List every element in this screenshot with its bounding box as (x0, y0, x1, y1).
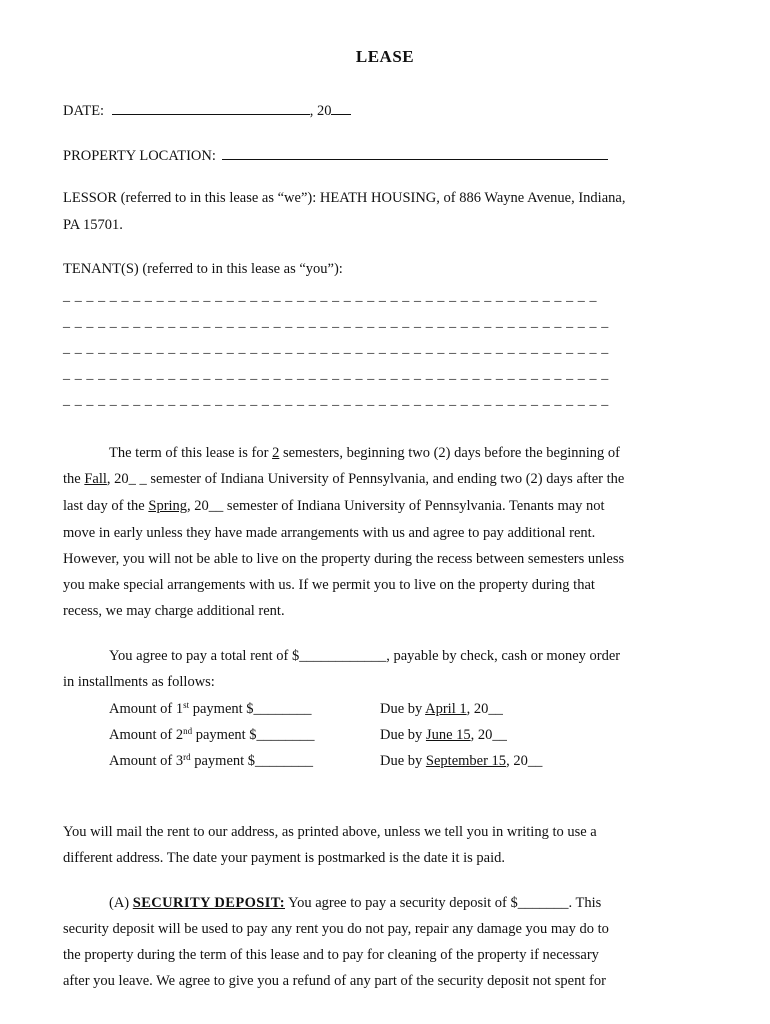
document-title: LEASE (355, 47, 415, 66)
term-text: the (63, 471, 85, 487)
term-text: semesters, beginning two (2) days before the beginning of (279, 445, 620, 461)
payment-amount-label: Amount of 2 (109, 727, 184, 743)
term-text: , 20__ semester of Indiana University of Pennsylvania. Tenants may not (187, 498, 605, 514)
due-date: April 1 (425, 701, 467, 717)
term-line-5: However, you will not be able to live on the property during the recess between semesters unless (63, 551, 625, 567)
term-spring: Spring (148, 498, 188, 514)
ordinal-suffix: st (183, 700, 190, 710)
date-blank[interactable] (112, 102, 310, 115)
term-text: last day of the (63, 498, 149, 514)
mail-line-2: different address. The date your payment is postmarked is the date it is paid. (63, 850, 506, 866)
term-line-2 (63, 472, 624, 487)
term-fall: Fall (84, 471, 107, 487)
term-semesters: 2 (272, 445, 280, 461)
tenant-blank-3[interactable]: _ _ _ _ _ _ _ _ _ _ _ _ _ _ _ _ _ _ _ _ _ _ _ _ _ _ _ _ _ _ _ _ _ _ _ _ _ _ _ _ _ _ _ _ _ _ _ (63, 341, 609, 356)
due-2 (380, 728, 507, 743)
due-year[interactable]: , 20__ (466, 701, 503, 717)
term-line-3 (63, 499, 605, 514)
rent-line-1: You agree to pay a total rent of $____________, payable by check, cash or money order (109, 648, 621, 664)
term-text: , 20_ _ semester of Indiana University of Pennsylvania, and ending two (2) days after the (106, 471, 625, 487)
term-line-4: move in early unless they have made arrangements with us and agree to pay additional rent. (63, 525, 596, 541)
tenants-label: TENANT(S) (referred to in this lease as “you”): (63, 261, 343, 277)
rent-line-2: in installments as follows: (63, 674, 215, 690)
mail-line-1: You will mail the rent to our address, as printed above, unless we tell you in writing to use a (63, 824, 597, 840)
section-marker: (A) (109, 895, 133, 911)
security-heading: SECURITY DEPOSIT: (132, 895, 285, 911)
due-date: June 15 (425, 727, 471, 743)
due-label: Due by (380, 701, 426, 717)
security-text: You agree to pay a security deposit of $_______. This (285, 895, 602, 911)
property-line (63, 147, 608, 164)
security-line-4: after you leave. We agree to give you a refund of any part of the security deposit not spent for (63, 973, 606, 989)
term-line-6: you make special arrangements with us. If we permit you to live on the property during that (63, 577, 595, 593)
due-label: Due by (380, 753, 426, 769)
date-year-blank[interactable] (331, 102, 351, 115)
payment-amount-label: Amount of 1 (109, 701, 184, 717)
tenant-blank-1[interactable]: _ _ _ _ _ _ _ _ _ _ _ _ _ _ _ _ _ _ _ _ _ _ _ _ _ _ _ _ _ _ _ _ _ _ _ _ _ _ _ _ _ _ _ _ _ _ (63, 289, 598, 304)
tenant-blank-5[interactable]: _ _ _ _ _ _ _ _ _ _ _ _ _ _ _ _ _ _ _ _ _ _ _ _ _ _ _ _ _ _ _ _ _ _ _ _ _ _ _ _ _ _ _ _ _ _ _ (63, 393, 609, 408)
lessor-line-2: PA 15701. (63, 217, 123, 233)
due-year[interactable]: , 20__ (506, 753, 543, 769)
date-label: DATE: (63, 103, 105, 119)
property-blank[interactable] (222, 147, 608, 160)
due-label: Due by (380, 727, 426, 743)
security-line-3: the property during the term of this lease and to pay for cleaning of the property if necessary (63, 947, 599, 963)
tenant-blank-4[interactable]: _ _ _ _ _ _ _ _ _ _ _ _ _ _ _ _ _ _ _ _ _ _ _ _ _ _ _ _ _ _ _ _ _ _ _ _ _ _ _ _ _ _ _ _ _ _ _ (63, 367, 609, 382)
due-3 (380, 754, 542, 769)
date-year-prefix: , 20 (309, 103, 332, 119)
term-text: The term of this lease is for (109, 445, 273, 461)
ordinal-suffix: nd (183, 726, 193, 736)
due-1 (380, 702, 503, 717)
date-line (63, 102, 351, 119)
lessor-line-1: LESSOR (referred to in this lease as “we”): HEATH HOUSING, of 886 Wayne Avenue, Indiana, (63, 190, 626, 206)
tenant-blank-2[interactable]: _ _ _ _ _ _ _ _ _ _ _ _ _ _ _ _ _ _ _ _ _ _ _ _ _ _ _ _ _ _ _ _ _ _ _ _ _ _ _ _ _ _ _ _ _ _ _ (63, 315, 609, 330)
due-date: September 15 (425, 753, 507, 769)
ordinal-suffix: rd (183, 752, 191, 762)
payment-row-3 (63, 754, 313, 769)
term-line-7: recess, we may charge additional rent. (63, 603, 285, 619)
due-year[interactable]: , 20__ (470, 727, 507, 743)
payment-amount-blank[interactable]: payment $________ (192, 727, 315, 743)
payment-amount-blank[interactable]: payment $________ (190, 753, 314, 769)
property-label: PROPERTY LOCATION: (63, 148, 216, 164)
security-line-1 (63, 896, 601, 911)
payment-row-2 (63, 728, 315, 743)
term-line-1 (63, 446, 620, 461)
payment-row-1 (63, 702, 312, 717)
payment-amount-blank[interactable]: payment $________ (189, 701, 312, 717)
security-line-2: security deposit will be used to pay any rent you do not pay, repair any damage you may do to (63, 921, 609, 937)
payment-amount-label: Amount of 3 (109, 753, 184, 769)
